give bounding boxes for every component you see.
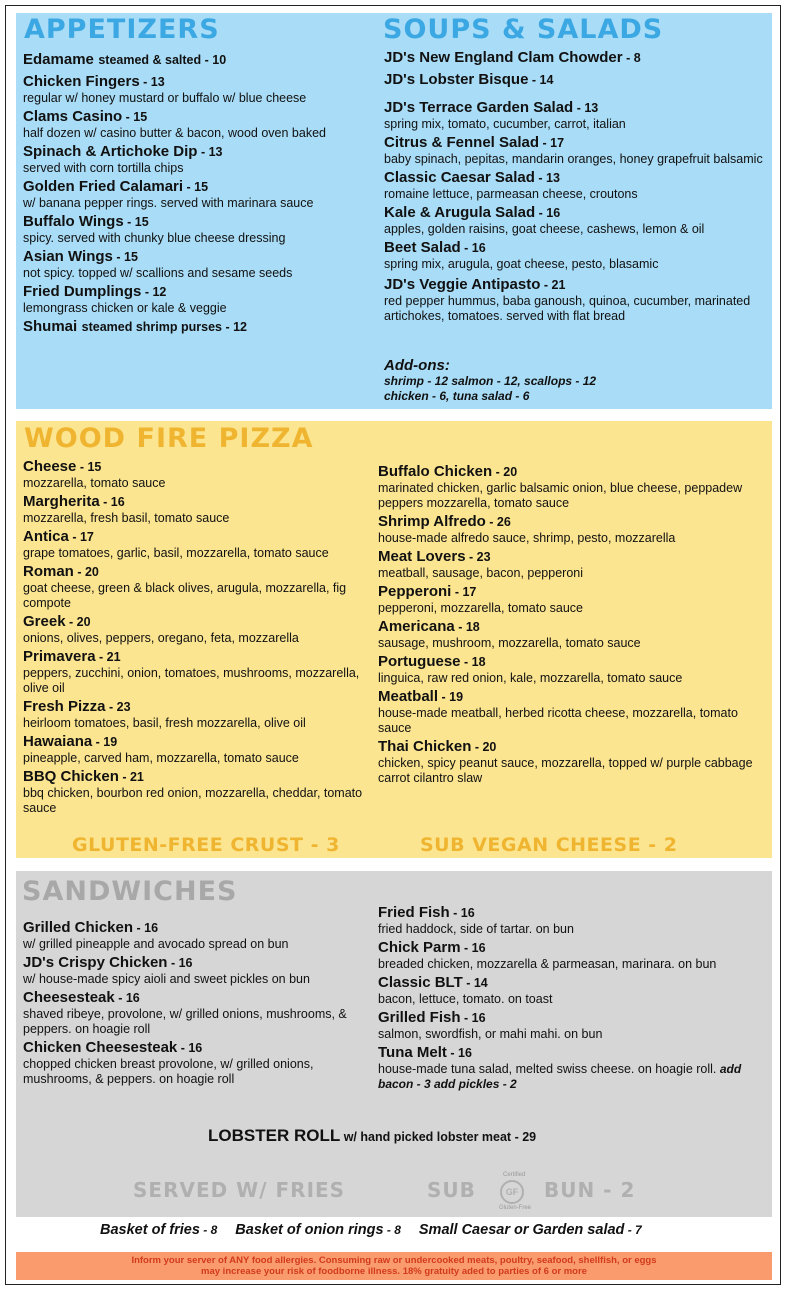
menu-item-name: Buffalo Wings bbox=[23, 213, 124, 230]
menu-item-price: - 16 bbox=[535, 206, 561, 220]
menu-item-price: - 16 bbox=[460, 241, 486, 255]
menu-item bbox=[23, 954, 373, 972]
menu-item-name: Buffalo Chicken bbox=[378, 463, 493, 480]
menu-item-desc: mozzarella, tomato sauce bbox=[23, 476, 166, 490]
menu-item-desc: chopped chicken breast provolone, w/ grilled onions, mushrooms, & peppers. on hoagie roll bbox=[23, 1057, 314, 1086]
sides-line bbox=[100, 1222, 642, 1238]
menu-item-name: Chick Parm bbox=[378, 939, 461, 956]
menu-item bbox=[23, 919, 373, 937]
menu-item-name: Classic BLT bbox=[378, 974, 463, 991]
menu-item-name: Kale & Arugula Salad bbox=[384, 204, 536, 221]
menu-item bbox=[384, 71, 766, 89]
menu-item-name: Citrus & Fennel Salad bbox=[384, 134, 540, 151]
menu-item-name: Spinach & Artichoke Dip bbox=[23, 143, 198, 160]
menu-item-price: - 20 bbox=[65, 615, 91, 629]
menu-item bbox=[23, 1039, 373, 1057]
menu-item-desc: pineapple, carved ham, mozzarella, tomato sauce bbox=[23, 751, 299, 765]
sub-vegan-cheese: SUB VEGAN CHEESE - 2 bbox=[420, 834, 678, 856]
menu-item-price: - 10 bbox=[201, 53, 227, 67]
gf-gluten-free-text: Gluten-Free bbox=[499, 1205, 532, 1211]
menu-item-name: Thai Chicken bbox=[378, 738, 472, 755]
appetizers-list bbox=[23, 51, 375, 340]
menu-item-price: - 16 bbox=[99, 495, 125, 509]
menu-item-desc: w/ house-made spicy aioli and sweet pickles on bun bbox=[23, 972, 310, 986]
menu-item-price: - 17 bbox=[451, 585, 477, 599]
menu-item bbox=[384, 169, 766, 187]
menu-item bbox=[378, 1044, 768, 1062]
menu-item-desc: apples, golden raisins, goat cheese, cashews, lemon & oil bbox=[384, 222, 705, 236]
soups-salads-title: SOUPS & SALADS bbox=[383, 14, 664, 45]
menu-item-name: Pepperoni bbox=[378, 583, 452, 600]
menu-item bbox=[23, 648, 375, 666]
menu-item bbox=[23, 768, 375, 786]
menu-item-name: Grilled Chicken bbox=[23, 919, 134, 936]
menu-item-desc: regular w/ honey mustard or buffalo w/ blue cheese bbox=[23, 91, 307, 105]
lobster-roll-name: LOBSTER ROLL bbox=[208, 1126, 341, 1145]
soups-salads-list bbox=[384, 49, 766, 326]
menu-item-desc: spring mix, tomato, cucumber, carrot, italian bbox=[384, 117, 626, 131]
menu-item-desc: chicken, spicy peanut sauce, mozzarella, topped w/ purple cabbage carrot cilantro slaw bbox=[378, 756, 753, 785]
menu-item-desc: goat cheese, green & black olives, arugula, mozzarella, fig compote bbox=[23, 581, 347, 610]
menu-item bbox=[378, 618, 760, 636]
menu-item-desc: marinated chicken, garlic balsamic onion, blue cheese, peppadew peppers mozzarella, tomato sauce bbox=[378, 481, 743, 510]
menu-item bbox=[23, 563, 375, 581]
menu-item-desc: red pepper hummus, baba ganoush, quinoa, cucumber, marinated artichokes, tomatoes. served with flat bread bbox=[384, 294, 751, 323]
menu-item-price: - 8 bbox=[622, 51, 641, 65]
menu-item bbox=[23, 698, 375, 716]
menu-item-name: Chicken Cheesesteak bbox=[23, 1039, 178, 1056]
menu-item-desc: house-made meatball, herbed ricotta cheese, mozzarella, tomato sauce bbox=[378, 706, 738, 735]
menu-item bbox=[378, 1009, 768, 1027]
menu-item bbox=[384, 99, 766, 117]
menu-item bbox=[23, 613, 375, 631]
menu-item-name: Antica bbox=[23, 528, 69, 545]
menu-item bbox=[378, 688, 760, 706]
menu-item-price: - 15 bbox=[123, 215, 149, 229]
menu-item-name: Beet Salad bbox=[384, 239, 461, 256]
side-onion-rings: Basket of onion rings bbox=[235, 1222, 384, 1238]
menu-item bbox=[23, 283, 375, 301]
menu-item-desc: served with corn tortilla chips bbox=[23, 161, 184, 175]
menu-item bbox=[23, 51, 375, 69]
menu-item-name: Asian Wings bbox=[23, 248, 113, 265]
menu-item-desc: heirloom tomatoes, basil, fresh mozzarella, olive oil bbox=[23, 716, 306, 730]
menu-item-desc: baby spinach, pepitas, mandarin oranges, honey grapefruit balsamic bbox=[384, 152, 763, 166]
menu-item bbox=[378, 653, 760, 671]
menu-item-desc: linguica, raw red onion, kale, mozzarella, tomato sauce bbox=[378, 671, 683, 685]
menu-item-desc: not spicy. topped w/ scallions and sesame seeds bbox=[23, 266, 293, 280]
menu-item-desc: meatball, sausage, bacon, pepperoni bbox=[378, 566, 584, 580]
menu-item bbox=[384, 134, 766, 152]
menu-item-name: Edamame bbox=[23, 51, 94, 68]
allergy-line-2: may increase your risk of foodborne illness. 18% gratuity aded to parties of 6 or more bbox=[201, 1266, 587, 1277]
menu-item-desc: sausage, mushroom, mozzarella, tomato sauce bbox=[378, 636, 641, 650]
side-salad-price: - 7 bbox=[624, 1223, 642, 1237]
menu-item-price: - 15 bbox=[183, 180, 209, 194]
menu-item bbox=[378, 583, 760, 601]
menu-item-name: BBQ Chicken bbox=[23, 768, 119, 785]
menu-item-desc: pepperoni, mozzarella, tomato sauce bbox=[378, 601, 583, 615]
menu-item-price: - 17 bbox=[68, 530, 94, 544]
menu-item-name: Shumai bbox=[23, 318, 78, 335]
appetizers-title: APPETIZERS bbox=[24, 14, 220, 45]
menu-item-price: - 12 bbox=[141, 285, 167, 299]
menu-item-name: Fresh Pizza bbox=[23, 698, 106, 715]
menu-item-name: JD's New England Clam Chowder bbox=[384, 49, 623, 66]
menu-item-price: - 16 bbox=[446, 1046, 472, 1060]
gf-certified-text: Certified bbox=[503, 1172, 526, 1178]
lobster-roll-desc: w/ hand picked lobster meat - 29 bbox=[340, 1130, 537, 1144]
served-with-fries: SERVED W/ FRIES bbox=[133, 1178, 346, 1202]
menu-item-desc: spring mix, arugula, goat cheese, pesto, blasamic bbox=[384, 257, 659, 271]
menu-item-name: Roman bbox=[23, 563, 74, 580]
menu-item-price: - 16 bbox=[460, 1011, 486, 1025]
menu-item bbox=[384, 276, 766, 294]
menu-item-price: - 13 bbox=[139, 75, 165, 89]
menu-item-price: - 21 bbox=[118, 770, 144, 784]
menu-item-price: - 15 bbox=[122, 110, 148, 124]
menu-item-desc: spicy. served with chunky blue cheese dressing bbox=[23, 231, 286, 245]
menu-item bbox=[384, 204, 766, 222]
menu-item-price: - 20 bbox=[73, 565, 99, 579]
menu-item-price: - 21 bbox=[540, 278, 566, 292]
menu-item-name: Cheese bbox=[23, 458, 77, 475]
menu-item bbox=[378, 939, 768, 957]
menu-item-price: - 13 bbox=[197, 145, 223, 159]
menu-item-name: Cheesesteak bbox=[23, 989, 115, 1006]
sandwiches-title: SANDWICHES bbox=[22, 876, 238, 907]
menu-item-desc: salmon, swordfish, or mahi mahi. on bun bbox=[378, 1027, 603, 1041]
menu-item-name: Clams Casino bbox=[23, 108, 123, 125]
menu-item-price: - 19 bbox=[438, 690, 464, 704]
menu-item-price: - 19 bbox=[92, 735, 118, 749]
menu-item-price: - 16 bbox=[114, 991, 140, 1005]
menu-item-name: Shrimp Alfredo bbox=[378, 513, 486, 530]
menu-item bbox=[23, 73, 375, 91]
menu-item-name: JD's Terrace Garden Salad bbox=[384, 99, 574, 116]
lobster-roll bbox=[208, 1126, 536, 1146]
menu-item-name: Meatball bbox=[378, 688, 439, 705]
side-fries: Basket of fries bbox=[100, 1222, 200, 1238]
menu-item bbox=[378, 513, 760, 531]
menu-item bbox=[23, 989, 373, 1007]
menu-item-price: - 12 bbox=[221, 320, 247, 334]
menu-item-price: - 13 bbox=[534, 171, 560, 185]
menu-item-inline-desc: steamed & salted bbox=[98, 53, 202, 67]
menu-item-price: - 14 bbox=[528, 73, 554, 87]
menu-item-name: Hawaiana bbox=[23, 733, 93, 750]
menu-item bbox=[23, 108, 375, 126]
menu-item-desc: w/ grilled pineapple and avocado spread on bun bbox=[23, 937, 289, 951]
menu-item bbox=[378, 463, 760, 481]
menu-item bbox=[378, 548, 760, 566]
menu-item-price: - 18 bbox=[454, 620, 480, 634]
menu-item-desc: mozzarella, fresh basil, tomato sauce bbox=[23, 511, 230, 525]
menu-item-price: - 17 bbox=[539, 136, 565, 150]
addons-line-1: shrimp - 12 salmon - 12, scallops - 12 bbox=[384, 374, 597, 388]
menu-item bbox=[23, 143, 375, 161]
menu-item-name: Fried Fish bbox=[378, 904, 450, 921]
gluten-free-crust: GLUTEN-FREE CRUST - 3 bbox=[72, 834, 340, 856]
menu-item bbox=[23, 733, 375, 751]
menu-item-name: Greek bbox=[23, 613, 66, 630]
tuna-melt-addons: add bacon - 3 add pickles - 2 bbox=[378, 1062, 742, 1091]
pizza-list-left bbox=[23, 458, 375, 818]
menu-item-desc: onions, olives, peppers, oregano, feta, mozzarella bbox=[23, 631, 299, 645]
menu-item-price: - 16 bbox=[449, 906, 475, 920]
menu-item-inline-desc: steamed shrimp purses bbox=[81, 320, 222, 334]
menu-item-name: Portuguese bbox=[378, 653, 461, 670]
sandwiches-list-right bbox=[378, 904, 768, 1094]
menu-item-price: - 16 bbox=[460, 941, 486, 955]
menu-item-price: - 21 bbox=[95, 650, 121, 664]
menu-item-price: - 23 bbox=[105, 700, 131, 714]
menu-item-price: - 23 bbox=[465, 550, 491, 564]
menu-item-name: Grilled Fish bbox=[378, 1009, 461, 1026]
menu-item-price: - 18 bbox=[460, 655, 486, 669]
menu-item-name: Americana bbox=[378, 618, 455, 635]
menu-item bbox=[23, 213, 375, 231]
addons-block bbox=[384, 357, 764, 404]
menu-item-name: Chicken Fingers bbox=[23, 73, 140, 90]
menu-item-desc: grape tomatoes, garlic, basil, mozzarella, tomato sauce bbox=[23, 546, 329, 560]
menu-item-price: - 16 bbox=[167, 956, 193, 970]
sandwiches-list-left bbox=[23, 919, 373, 1089]
menu-item-price: - 13 bbox=[573, 101, 599, 115]
side-onion-rings-price: - 8 bbox=[383, 1223, 401, 1237]
menu-item-price: - 20 bbox=[471, 740, 497, 754]
menu-item-desc: romaine lettuce, parmeasan cheese, croutons bbox=[384, 187, 638, 201]
menu-item-price: - 26 bbox=[485, 515, 511, 529]
menu-item bbox=[378, 904, 768, 922]
side-fries-price: - 8 bbox=[199, 1223, 218, 1237]
side-salad: Small Caesar or Garden salad bbox=[418, 1222, 625, 1238]
menu-item-desc: bacon, lettuce, tomato. on toast bbox=[378, 992, 553, 1006]
menu-item bbox=[384, 49, 766, 67]
menu-item-desc: shaved ribeye, provolone, w/ grilled onions, mushrooms, & peppers. on hoagie roll bbox=[23, 1007, 347, 1036]
menu-item bbox=[23, 318, 375, 336]
menu-item-desc: lemongrass chicken or kale & veggie bbox=[23, 301, 227, 315]
menu-item-name: JD's Lobster Bisque bbox=[384, 71, 529, 88]
menu-item-name: JD's Crispy Chicken bbox=[23, 954, 168, 971]
menu-item-name: Meat Lovers bbox=[378, 548, 466, 565]
bun-price: BUN - 2 bbox=[544, 1178, 636, 1202]
menu-item-desc: half dozen w/ casino butter & bacon, wood oven baked bbox=[23, 126, 326, 140]
menu-item bbox=[384, 239, 766, 257]
pizza-list-right bbox=[378, 463, 760, 788]
menu-item-price: - 16 bbox=[133, 921, 159, 935]
menu-item-price: - 20 bbox=[492, 465, 518, 479]
menu-item bbox=[23, 178, 375, 196]
menu-item-name: Golden Fried Calamari bbox=[23, 178, 184, 195]
menu-item-desc: house-made alfredo sauce, shrimp, pesto, mozzarella bbox=[378, 531, 676, 545]
menu-item-price: - 14 bbox=[462, 976, 488, 990]
menu-item-desc: house-made tuna salad, melted swiss cheese. on hoagie roll. add bacon - 3 add pickles - 2 bbox=[378, 1062, 742, 1091]
allergy-notice bbox=[16, 1252, 772, 1280]
menu-item bbox=[23, 248, 375, 266]
gluten-free-badge-icon: GF bbox=[500, 1180, 524, 1204]
menu-item-name: Tuna Melt bbox=[378, 1044, 447, 1061]
menu-item bbox=[378, 974, 768, 992]
menu-item-name: Classic Caesar Salad bbox=[384, 169, 535, 186]
addons-line-2: chicken - 6, tuna salad - 6 bbox=[384, 389, 530, 403]
menu-item-price: - 16 bbox=[177, 1041, 203, 1055]
menu-item-name: Primavera bbox=[23, 648, 96, 665]
allergy-line-1: Inform your server of ANY food allergies. Consuming raw or undercooked meats, poultry, seafood, shellfish, or eggs bbox=[131, 1255, 657, 1266]
menu-item-price: - 15 bbox=[112, 250, 138, 264]
menu-item-desc: bbq chicken, bourbon red onion, mozzarella, cheddar, tomato sauce bbox=[23, 786, 363, 815]
menu-item-desc: w/ banana pepper rings. served with marinara sauce bbox=[23, 196, 314, 210]
menu-item-price: - 15 bbox=[76, 460, 102, 474]
menu-item bbox=[23, 458, 375, 476]
menu-item-name: Fried Dumplings bbox=[23, 283, 142, 300]
menu-item bbox=[378, 738, 760, 756]
menu-item bbox=[23, 493, 375, 511]
menu-item-desc: breaded chicken, mozzarella & parmeasan, marinara. on bun bbox=[378, 957, 717, 971]
pizza-title: WOOD FIRE PIZZA bbox=[24, 423, 314, 454]
menu-item-desc: peppers, zucchini, onion, tomatoes, mushrooms, mozzarella, olive oil bbox=[23, 666, 360, 695]
menu-item-desc: fried haddock, side of tartar. on bun bbox=[378, 922, 574, 936]
addons-title: Add-ons: bbox=[384, 357, 450, 374]
sub-label: SUB bbox=[427, 1178, 476, 1202]
menu-item bbox=[23, 528, 375, 546]
menu-item-name: Margherita bbox=[23, 493, 100, 510]
menu-item-name: JD's Veggie Antipasto bbox=[384, 276, 541, 293]
